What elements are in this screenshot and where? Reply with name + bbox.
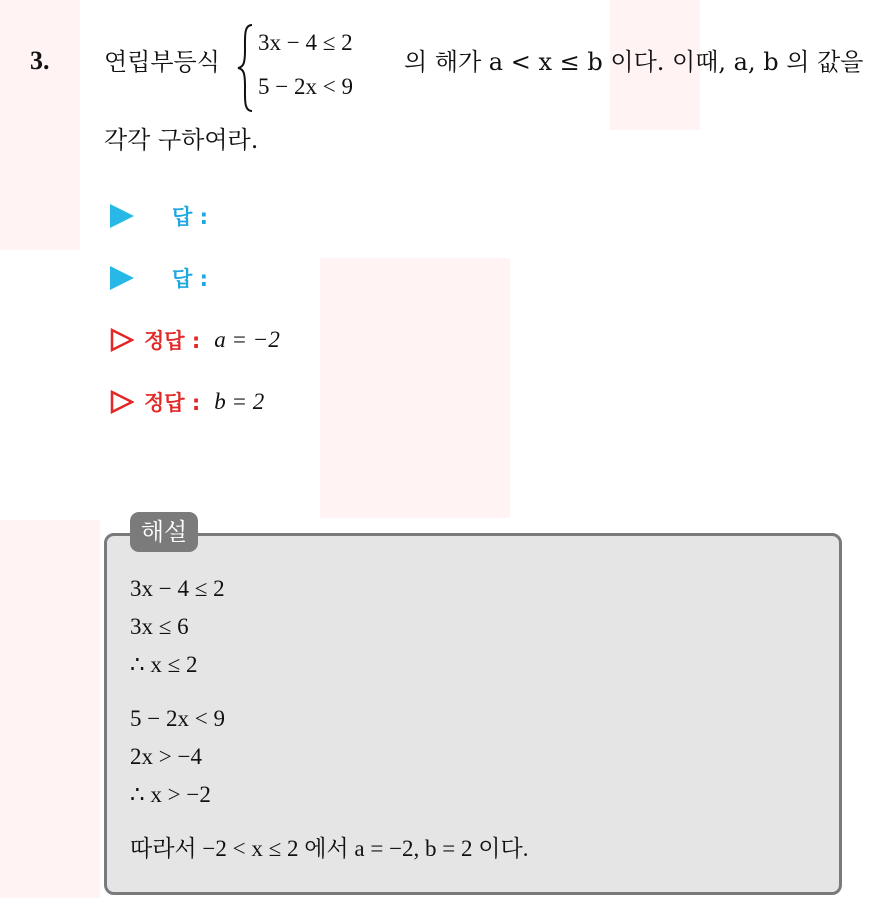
question-line-2: 각각 구하여라.: [104, 126, 259, 154]
correct-answer-label: 정답 :: [144, 329, 201, 353]
solution-line: ∴ x ≤ 2: [130, 652, 198, 677]
triangle-icon: [110, 204, 134, 228]
solution-line: 5 − 2x < 9: [130, 706, 225, 731]
answer-blank-row-2: [110, 260, 208, 296]
solution-line: ∴ x > −2: [130, 782, 211, 807]
solution-line: 3x − 4 ≤ 2: [130, 576, 225, 601]
correct-answer-value: b = 2: [214, 389, 265, 414]
system-inequality-2: 5 − 2x < 9: [258, 74, 353, 99]
background-patch: [0, 520, 100, 898]
correct-answer-row-2: [110, 384, 264, 420]
brace-icon: [236, 22, 254, 114]
solution-line: 3x ≤ 6: [130, 614, 189, 639]
question-prefix: 연립부등식: [104, 48, 220, 76]
question-tail: 의 해가 a < x ≤ b 이다. 이때, a, b 의 값을: [404, 48, 864, 76]
correct-answer-row-1: [110, 322, 280, 358]
answer-blank-row-1: [110, 198, 208, 234]
solution-conclusion: 따라서 −2 < x ≤ 2 에서 a = −2, b = 2 이다.: [130, 836, 529, 861]
answer-label: 답 :: [172, 205, 208, 229]
solution-line: 2x > −4: [130, 744, 202, 769]
inequality-system: [236, 22, 386, 114]
solution-tag: 해설: [130, 512, 198, 552]
correct-answer-value: a = −2: [214, 327, 280, 352]
triangle-icon: [110, 266, 134, 290]
question-number: 3.: [30, 46, 50, 75]
system-inequality-1: 3x − 4 ≤ 2: [258, 30, 353, 55]
triangle-outline-icon: [110, 390, 134, 414]
background-patch: [0, 0, 80, 250]
correct-answer-label: 정답 :: [144, 391, 201, 415]
answer-label: 답 :: [172, 267, 208, 291]
background-patch: [320, 258, 510, 518]
triangle-outline-icon: [110, 328, 134, 352]
